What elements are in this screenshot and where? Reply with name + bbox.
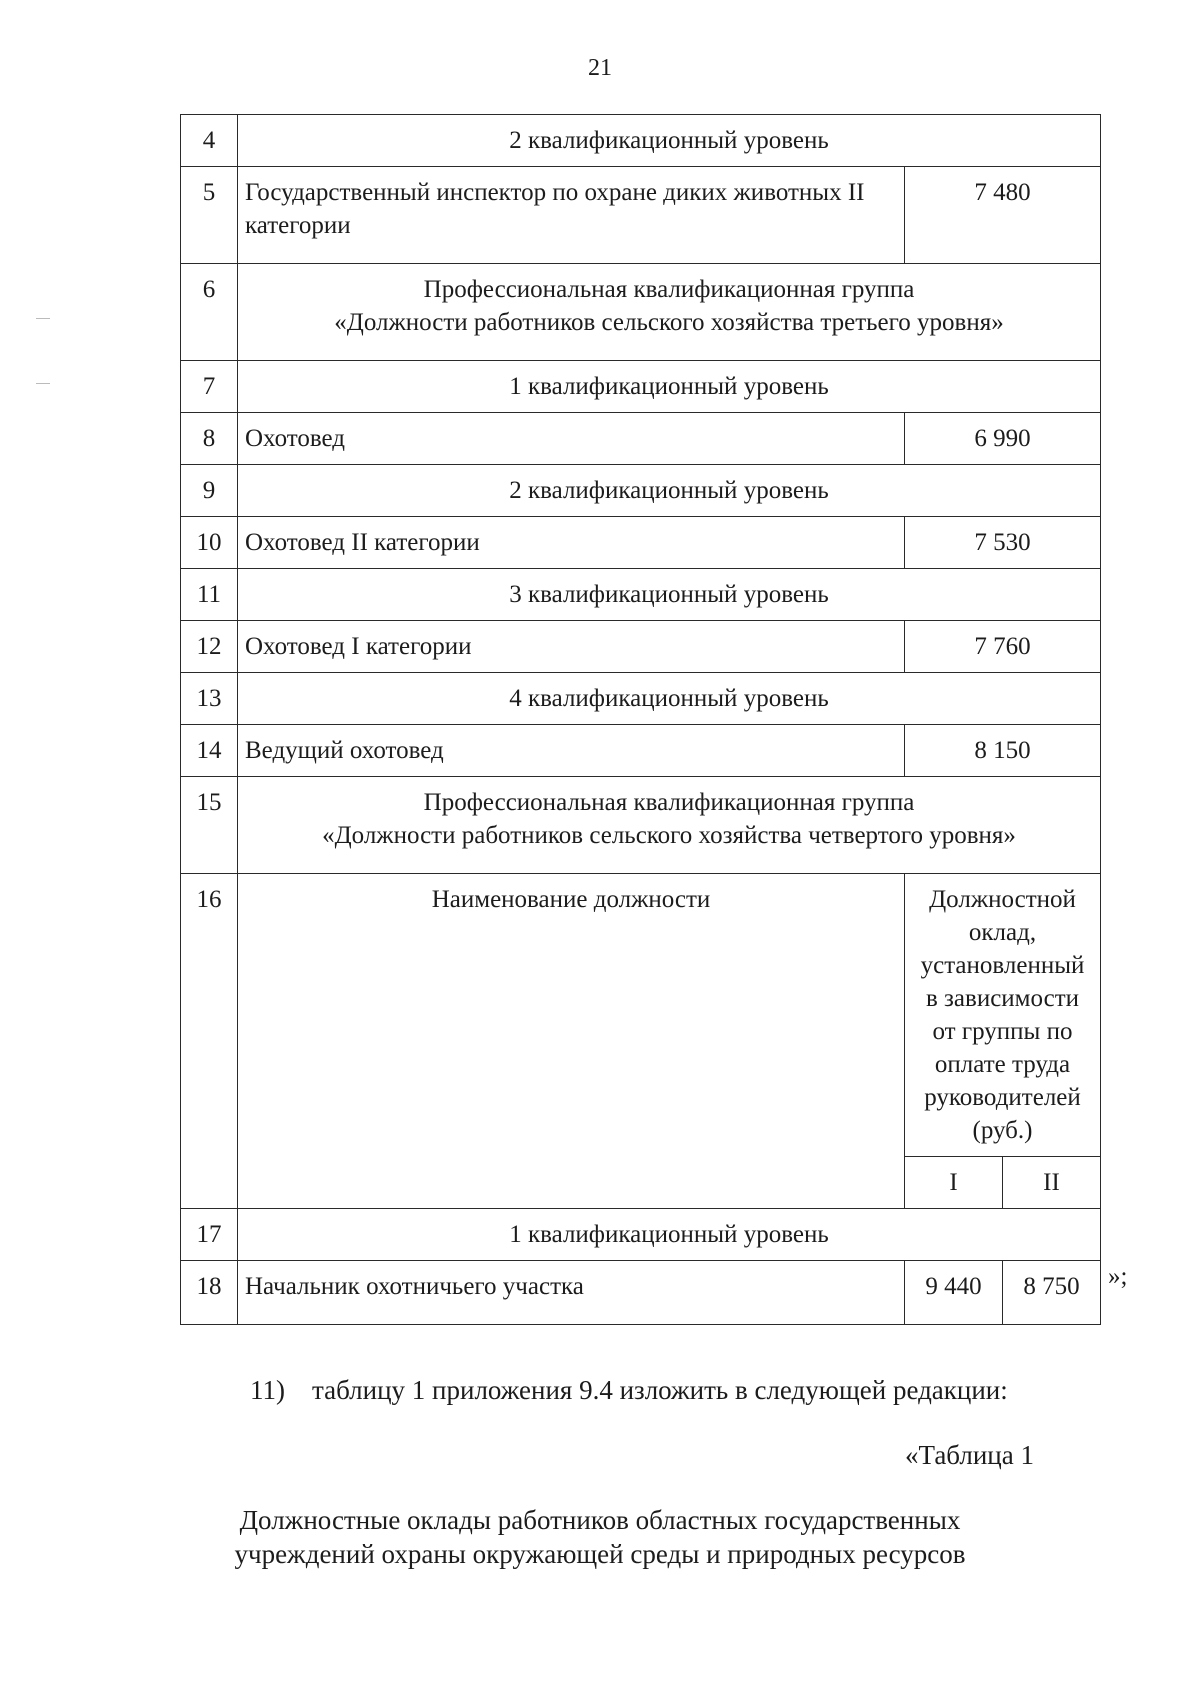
qualification-group [238, 777, 1101, 874]
group-title: Профессиональная квалификационная группа [423, 789, 915, 816]
qualification-group [238, 264, 1101, 361]
row-number: 15 [181, 777, 238, 874]
row-number: 18 [181, 1261, 238, 1325]
page-number: 21 [588, 55, 612, 81]
row-number: 14 [181, 725, 238, 777]
qualification-level: 1 квалификационный уровень [238, 1209, 1101, 1261]
table-row [181, 673, 1101, 725]
row-number: 11 [181, 569, 238, 621]
table-row [181, 777, 1101, 874]
row-number: 4 [181, 115, 238, 167]
qualification-level: 2 квалификационный уровень [238, 465, 1101, 517]
group-name: «Должности работников сельского хозяйства четвертого уровня» [322, 822, 1016, 849]
salary-table [180, 114, 1101, 1325]
margin-mark [36, 383, 50, 384]
row-number: 13 [181, 673, 238, 725]
table-row [181, 517, 1101, 569]
table-row [181, 167, 1101, 264]
qualification-level: 4 квалификационный уровень [238, 673, 1101, 725]
column-header-group-i: I [905, 1157, 1003, 1209]
position-name: Охотовед I категории [238, 621, 905, 673]
position-name: Государственный инспектор по охране диких животных II категории [238, 167, 905, 264]
salary-value: 7 480 [905, 167, 1101, 264]
closing-quote: »; [1108, 1263, 1128, 1290]
row-number: 16 [181, 874, 238, 1209]
row-number: 7 [181, 361, 238, 413]
qualification-level: 1 квалификационный уровень [238, 361, 1101, 413]
position-name: Начальник охотничьего участка [238, 1261, 905, 1325]
row-number: 8 [181, 413, 238, 465]
instruction-paragraph: 11) таблицу 1 приложения 9.4 изложить в следующей редакции: [250, 1375, 1008, 1405]
column-header-position: Наименование должности [238, 874, 905, 1209]
table-row [181, 1261, 1101, 1325]
qualification-level: 2 квалификационный уровень [238, 115, 1101, 167]
salary-value: 8 150 [905, 725, 1101, 777]
salary-value: 7 760 [905, 621, 1101, 673]
table-row [181, 264, 1101, 361]
table-title [0, 1503, 1200, 1571]
row-number: 5 [181, 167, 238, 264]
row-number: 10 [181, 517, 238, 569]
position-name: Ведущий охотовед [238, 725, 905, 777]
position-name: Охотовед II категории [238, 517, 905, 569]
table-title-line: учреждений охраны окружающей среды и природных ресурсов [234, 1539, 966, 1569]
position-name: Охотовед [238, 413, 905, 465]
qualification-level: 3 квалификационный уровень [238, 569, 1101, 621]
table-row [181, 115, 1101, 167]
table-header-row [181, 874, 1101, 1157]
salary-value: 6 990 [905, 413, 1101, 465]
table-row [181, 725, 1101, 777]
table-title-line: Должностные оклады работников областных государственных [239, 1505, 961, 1535]
salary-value: 7 530 [905, 517, 1101, 569]
row-number: 12 [181, 621, 238, 673]
margin-mark [36, 318, 50, 319]
table-row [181, 361, 1101, 413]
group-name: «Должности работников сельского хозяйства третьего уровня» [334, 309, 1004, 336]
salary-value-group-i: 9 440 [905, 1261, 1003, 1325]
table-caption-label: «Таблица 1 [905, 1440, 1034, 1470]
row-number: 6 [181, 264, 238, 361]
column-header-salary: Должностной оклад, установленный в зависимости от группы по оплате труда руководителей (руб.) [905, 874, 1101, 1157]
table-row [181, 1209, 1101, 1261]
row-number: 9 [181, 465, 238, 517]
salary-value-group-ii: 8 750 [1003, 1261, 1101, 1325]
group-title: Профессиональная квалификационная группа [423, 276, 915, 303]
table-row [181, 569, 1101, 621]
row-number: 17 [181, 1209, 238, 1261]
table-row [181, 413, 1101, 465]
column-header-group-ii: II [1003, 1157, 1101, 1209]
table-row [181, 465, 1101, 517]
table-row [181, 621, 1101, 673]
